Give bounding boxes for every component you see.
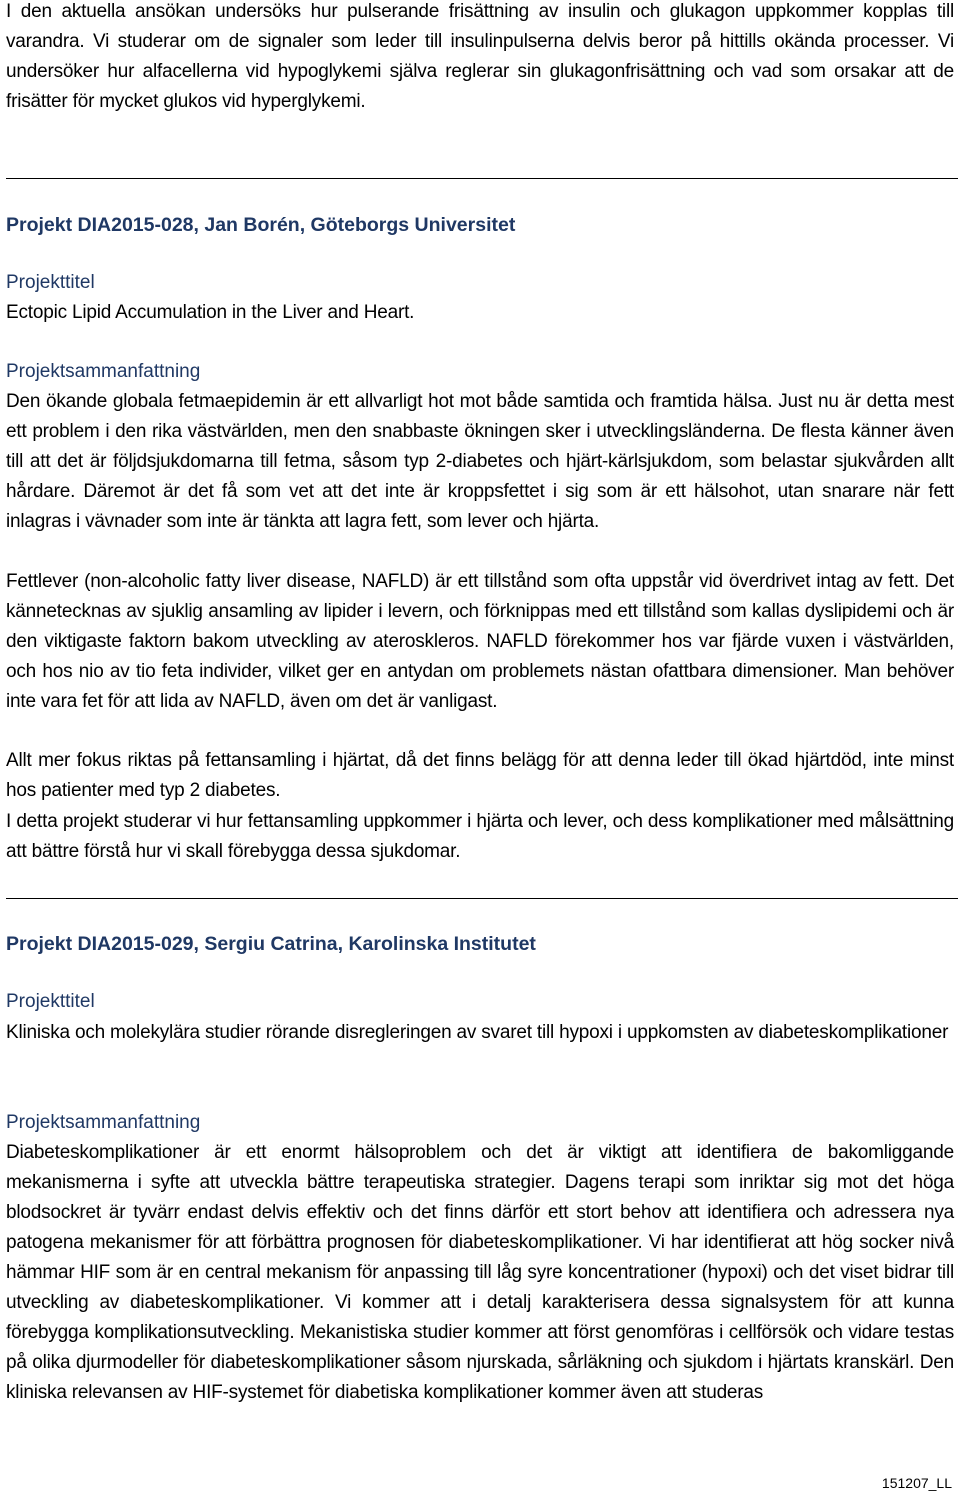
project2-heading: Projekt DIA2015-029, Sergiu Catrina, Karolinska Institutet	[6, 933, 536, 955]
project2-title: Kliniska och molekylära studier rörande disregleringen av svaret till hypoxi i uppkomsten av diabeteskomplikationer	[6, 1022, 949, 1043]
project1-summary-paragraph-3: Allt mer fokus riktas på fettansamling i hjärtat, då det finns belägg för att denna leder till ökad hjärtdöd, inte minst hos patienter med typ 2 diabetes.	[6, 750, 954, 801]
document-footer-code: 151207_LL	[881, 1475, 952, 1491]
section-divider	[6, 898, 958, 899]
intro-paragraph: I den aktuella ansökan undersöks hur pulserande frisättning av insulin och glukagon uppkommer kopplas till varandra. Vi studerar om de signaler som leder till insulinpulserna delvis beror på hittills okända processer. Vi undersöker hur alfacellerna vid hypoglykemi själva reglerar sin glukagonfrisättning och vad som orsakar att de frisätter för mycket glukos vid hyperglykemi.	[6, 1, 954, 112]
project1-summary-paragraph-2: Fettlever (non-alcoholic fatty liver disease, NAFLD) är ett tillstånd som ofta uppstår vid överdrivet intag av fett. Det kännetecknas av sjuklig ansamling av lipider i levern, och förknippas med ett tillstånd som kallas dyslipidemi och är den viktigaste faktorn bakom utveckling av ateroskleros. NAFLD förekommer hos var fjärde vuxen i västvärlden, och hos nio av tio feta individer, vilket ger en antydan om problemets nästan ofattbara dimensioner. Man behöver inte vara fet för att lida av NAFLD, även om det är vanligast.	[6, 571, 954, 712]
project1-title-label: Projekttitel	[6, 272, 95, 293]
project1-title: Ectopic Lipid Accumulation in the Liver and Heart.	[6, 302, 415, 323]
project2-summary-paragraph-1: Diabeteskomplikationer är ett enormt hälsoproblem och det är viktigt att identifiera de bakomliggande mekanismerna i syfte att utveckla bättre terapeutiska strategier. Dagens terapi som inriktar sig mot det höga blodsockret är tyvärr endast delvis effektiv och det finns därför ett stort behov att identifiera och adressera nya patogena mekanismer för att förbättra prognosen för diabeteskomplikationer. Vi har identifierat att hög socker nivå hämmar HIF som är en central mekanism för anpassing till låg syre koncentrationer (hypoxi) och det viset bidrar till utveckling av diabeteskomplikationer. Vi kommer att i detalj karakterisera dessa signalsystem för att kunna förebygga komplikationsutveckling. Mekanistiska studier kommer att först genomföras i cellförsök och vidare testas på olika djurmodeller för diabeteskomplikationer såsom njurskada, sårläkning och sjukdom i hjärtats kranskärl. Den kliniska relevansen av HIF-systemet för diabetiska komplikationer kommer även att studeras	[6, 1142, 954, 1403]
project2-summary-label: Projektsammanfattning	[6, 1112, 201, 1133]
project1-heading: Projekt DIA2015-028, Jan Borén, Göteborgs Universitet	[6, 214, 516, 236]
section-divider	[6, 178, 958, 179]
project2-title-label: Projekttitel	[6, 991, 95, 1012]
project1-summary-paragraph-1: Den ökande globala fetmaepidemin är ett allvarligt hot mot både samtida och framtida hälsa. Just nu är detta mest ett problem i den rika västvärlden, men den snabbaste ökningen sker i utvecklingsländerna. De flesta känner även till att det är följdsjukdomarna till fetma, såsom typ 2-diabetes och hjärt-kärlsjukdom, som belastar sjukvården allt hårdare. Däremot är det få som vet att det inte är kroppsfettet i sig som är ett hälsohot, utan snarare när fett inlagras i vävnader som inte är tänkta att lagra fett, som lever och hjärta.	[6, 391, 954, 532]
project1-summary-paragraph-4: I detta projekt studerar vi hur fettansamling uppkommer i hjärta och lever, och dess komplikationer med målsättning att bättre förstå hur vi skall förebygga dessa sjukdomar.	[6, 811, 954, 862]
project1-summary-label: Projektsammanfattning	[6, 361, 201, 382]
